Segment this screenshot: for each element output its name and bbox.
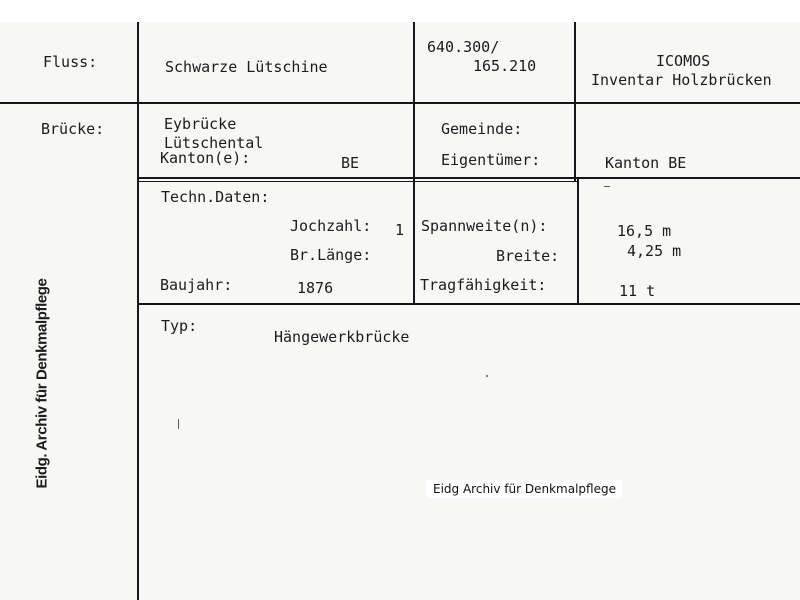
top-left-divider	[0, 102, 800, 104]
techn-label: Techn.Daten:	[161, 188, 270, 206]
tragfaehigkeit-value: 11 t	[619, 282, 656, 300]
org-divider	[574, 22, 576, 182]
jochzahl-label: Jochzahl:	[290, 217, 372, 235]
inventory-card	[0, 22, 800, 600]
kanton-label: Kanton(e):	[160, 149, 251, 167]
kanton-row-divider	[137, 177, 800, 179]
left-column-divider	[137, 22, 139, 600]
archive-side-stamp: Eidg. Archiv für Denkmalpflege	[33, 278, 51, 489]
speck	[486, 375, 488, 377]
coord-line2: 165.210	[473, 57, 537, 75]
breite-value: 4,25 m	[627, 242, 682, 260]
typ-label: Typ:	[161, 317, 198, 335]
eigentuemer-label: Eigentümer:	[441, 151, 541, 169]
org-line1: ICOMOS	[656, 52, 711, 70]
breite-label: Breite:	[496, 247, 560, 265]
fluss-label: Fluss:	[43, 53, 98, 71]
eigentuemer-value: Kanton BE	[605, 154, 687, 172]
speck	[178, 419, 179, 429]
bruecke-name-line2: Lütschental	[164, 134, 264, 152]
speck	[604, 186, 610, 187]
baujahr-value: 1876	[297, 279, 334, 297]
jochzahl-value: 1	[395, 221, 405, 239]
baujahr-label: Baujahr:	[160, 276, 233, 294]
gemeinde-label: Gemeinde:	[441, 120, 523, 138]
techn-divider	[137, 303, 800, 305]
bruecke-label: Brücke:	[41, 120, 105, 138]
kanton-row-divider-2	[137, 181, 577, 182]
typ-value: Hängewerkbrücke	[274, 328, 410, 346]
org-line2: Inventar Holzbrücken	[591, 71, 772, 89]
laenge-label: Br.Länge:	[290, 246, 372, 264]
fluss-value: Schwarze Lütschine	[165, 58, 328, 76]
spannweite-label: Spannweite(n):	[421, 217, 548, 235]
kanton-value: BE	[341, 154, 360, 172]
archive-watermark: Eidg Archiv für Denkmalpflege	[427, 480, 622, 498]
value-divider	[577, 177, 579, 304]
tragfaehigkeit-label: Tragfähigkeit:	[420, 276, 547, 294]
spannweite-value: 16,5 m	[617, 222, 672, 240]
bruecke-name-line1: Eybrücke	[164, 115, 237, 133]
coord-divider	[413, 22, 415, 304]
coord-line1: 640.300/	[427, 38, 500, 56]
